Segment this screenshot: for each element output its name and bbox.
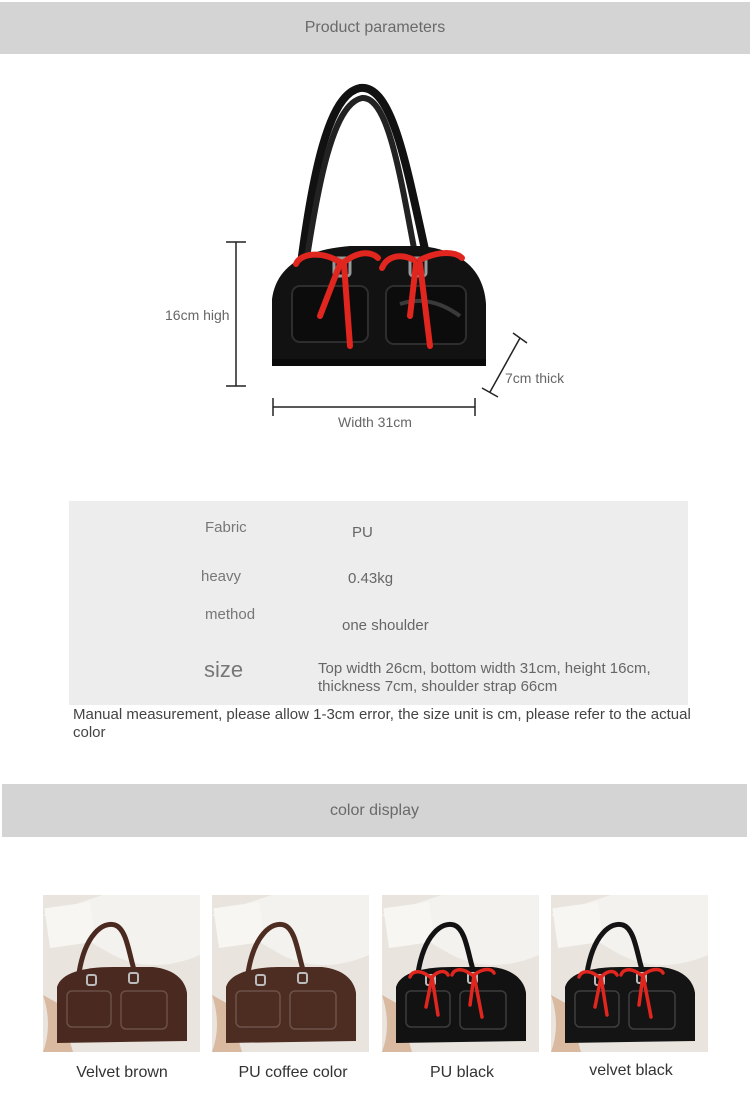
thumb-pocket-right [121,991,167,1029]
thumb-pocket-right [290,991,336,1029]
thumb-pocket-left [236,991,280,1027]
fabric-label: Fabric [205,519,247,536]
weight-value: 0.43kg [348,570,394,587]
measurement-note: Manual measurement, please allow 1-3cm error, the size unit is cm, please refer to the actual color [73,706,691,741]
thumb-pocket-left [67,991,111,1027]
color-thumb-pu-coffee[interactable] [212,895,369,1052]
color-thumb-velvet-black[interactable] [551,895,708,1052]
width-label: Width 31cm [338,414,412,430]
color-thumb-pu-black[interactable] [382,895,539,1052]
weight-label: heavy [201,568,242,585]
thickness-label: 7cm thick [505,370,565,386]
method-value: one shoulder [342,617,429,634]
product-hero [0,54,750,484]
method-label: method [205,606,256,623]
thumb-pocket-right [460,991,506,1029]
color-label-velvet-black: velvet black [589,1062,673,1079]
product-parameters-banner [0,2,750,54]
color-display-banner [2,784,747,837]
size-value: Top width 26cm, bottom width 31cm, height 16cm, thickness 7cm, shoulder strap 66cm [318,660,651,695]
thumb-pocket-right [629,991,675,1029]
color-display-title: color display [330,801,419,819]
product-parameters-title: Product parameters [304,19,446,36]
height-label: 16cm high [165,307,230,323]
color-label-pu-coffee: PU coffee color [238,1064,348,1081]
parameters-table [69,501,688,705]
color-thumb-velvet-brown[interactable] [43,895,200,1052]
color-label-pu-black: PU black [429,1064,495,1081]
size-label: size [204,657,244,682]
color-label-velvet-brown: Velvet brown [76,1064,168,1081]
fabric-value: PU [352,524,373,541]
